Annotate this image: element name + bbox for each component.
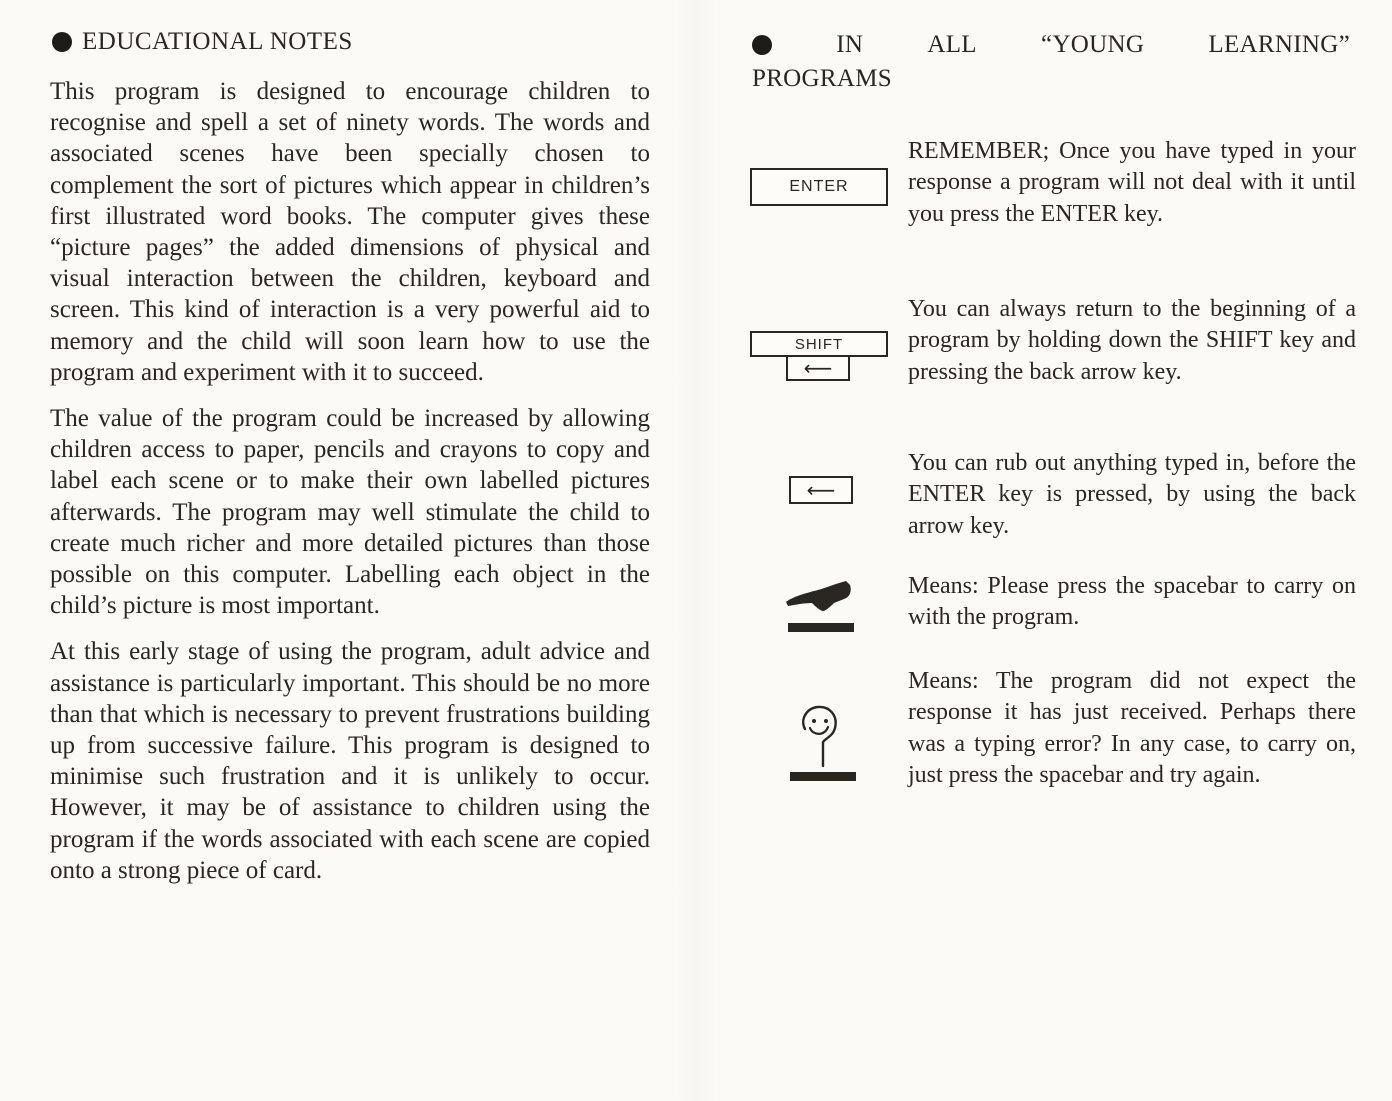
back-arrow-key: ⟵ <box>786 355 850 381</box>
shift-back-arrow-keys-icon <box>748 294 908 388</box>
instruction-text: You can always return to the beginning of a program by holding down the SHIFT key and pressing the back arrow key. <box>908 296 1356 385</box>
page-gutter <box>676 0 716 1101</box>
heading-word: IN <box>836 31 864 58</box>
young-learning-heading <box>752 28 1350 96</box>
back-arrow-key-icon <box>748 448 908 542</box>
educational-notes-heading <box>52 28 353 56</box>
heading-line2: PROGRAMS <box>752 65 892 92</box>
bullet-icon <box>752 35 772 55</box>
heading-word: LEARNING” <box>1208 31 1350 58</box>
shift-key: SHIFT <box>750 331 888 357</box>
enter-key-icon <box>748 136 908 230</box>
heading-word: ALL <box>927 31 977 58</box>
instruction-item-back-arrow <box>748 448 1358 542</box>
instruction-item-enter <box>748 136 1358 230</box>
educational-notes-body <box>50 76 650 901</box>
smiley-question-spacebar-icon <box>748 666 908 791</box>
instruction-item-shift-back <box>748 294 1358 388</box>
spacebar-icon <box>788 623 854 632</box>
instruction-item-spacebar <box>748 571 1358 634</box>
instruction-text: REMEMBER; Once you have typed in your response a program will not deal with it until you press the ENTER key. <box>908 138 1356 227</box>
instruction-item-unexpected <box>748 666 1358 791</box>
smiley-question-icon <box>798 704 848 774</box>
instruction-text: Means: The program did not expect the response it has just received. Perhaps there was a typing error? In any case, to carry on, just press the spacebar and try again. <box>908 668 1356 788</box>
instruction-text: You can rub out anything typed in, before the ENTER key is pressed, by using the back arrow key. <box>908 450 1356 539</box>
heading-text: EDUCATIONAL NOTES <box>82 28 353 55</box>
back-arrow-key: ⟵ <box>789 476 853 504</box>
paragraph: At this early stage of using the program, adult advice and assistance is particularly important. This should be no more than that which is necessary to prevent frustrations building up from successive failure. This program is designed to minimise such frustration and it is unlikely to occur. However, it may be of assistance to children using the program if the words associated with each scene are copied onto a strong piece of card. <box>50 638 650 884</box>
bullet-icon <box>52 32 72 52</box>
enter-key: ENTER <box>750 168 888 206</box>
pointing-hand-spacebar-icon <box>748 571 908 634</box>
paragraph: This program is designed to encourage children to recognise and spell a set of ninety words. The words and associated scenes have been specially chosen to complement the sort of pictures which appear in children’s first illustrated word books. The computer gives these “picture pages” the added dimensions of physical and visual interaction between the children, keyboard and screen. This kind of interaction is a very powerful aid to memory and the child will soon learn how to use the program and experiment with it to succeed. <box>50 78 650 386</box>
instruction-text: Means: Please press the spacebar to carry on with the program. <box>908 573 1356 631</box>
spacebar-icon <box>790 772 856 781</box>
heading-word: “YOUNG <box>1041 31 1145 58</box>
paragraph: The value of the program could be increased by allowing children access to paper, pencils and crayons to copy and label each scene or to make their own labelled pictures afterwards. The program may well stimulate the child to create much richer and more detailed pictures than those possible on this computer. Labelling each object in the child’s picture is most important. <box>50 405 650 620</box>
